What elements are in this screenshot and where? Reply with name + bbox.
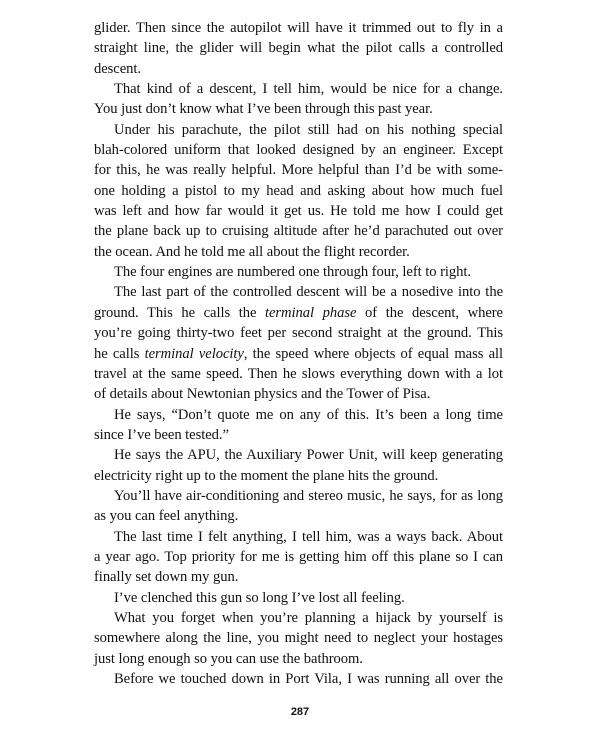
- text-line: glider. Then since the autopilot will have it trimmed out to fly in a: [94, 20, 503, 36]
- italic-term: terminal phase: [264, 304, 357, 321]
- text-line: That kind of a descent, I tell him, would be nice for a change.: [114, 81, 503, 98]
- text-line: finally set down my gun.: [94, 569, 239, 586]
- text-line: You’ll have air-conditioning and stereo music, he says, for as long: [114, 487, 503, 504]
- text-line: somewhere along the line, you might need to neglect your hostages: [94, 630, 503, 647]
- text-line: as you can feel anything.: [94, 508, 239, 525]
- italic-term: terminal velocity: [144, 345, 244, 362]
- text-line: He says the APU, the Auxiliary Power Unit, will keep generating: [114, 447, 503, 464]
- text-line: The last time I felt anything, I tell him, was a ways back. About: [114, 528, 503, 545]
- text-line: He says, “Don’t quote me on any of this. It’s been a long time: [114, 406, 503, 423]
- text-line: one holding a pistol to my head and asking about how much fuel: [94, 182, 503, 199]
- text-line: Under his parachute, the pilot still had on his nothing special: [114, 121, 503, 138]
- text-line: straight line, the glider will begin what the pilot calls a controlled: [94, 40, 503, 57]
- text-line: since I’ve been tested.”: [94, 426, 229, 443]
- text-line: the plane back up to cruising altitude after he’d parachuted out over: [94, 223, 503, 240]
- text-line: ground. This he calls the terminal phase of the descent, where: [94, 304, 503, 321]
- page-number: 287: [290, 706, 310, 718]
- text-line: Before we touched down in Port Vila, I was running all over the: [114, 671, 503, 687]
- text-line: I’ve clenched this gun so long I’ve lost all feeling.: [114, 589, 405, 606]
- text-line: descent.: [94, 60, 142, 77]
- text-line: you’re going thirty-two feet per second straight at the ground. This: [94, 325, 503, 342]
- text-line: a year ago. Top priority for me is getting him off this plane so I can: [94, 548, 503, 565]
- text-line: the ocean. And he told me all about the flight recorder.: [94, 243, 410, 260]
- body-text: [94, 18, 503, 689]
- book-page-body: [94, 18, 503, 689]
- text-line: What you forget when you’re planning a hijack by yourself is: [114, 609, 503, 626]
- text-line: The four engines are numbered one through four, left to right.: [114, 264, 471, 281]
- text-line: just long enough so you can use the bathroom.: [94, 650, 363, 667]
- text-line: he calls terminal velocity, the speed where objects of equal mass all: [94, 345, 504, 362]
- text-line: You just don’t know what I’ve been through this past year.: [94, 101, 433, 118]
- text-line: for this, he was really helpful. More helpful than I’d be with some-: [94, 162, 503, 179]
- text-line: The last part of the controlled descent will be a nosedive into the: [114, 284, 503, 301]
- text-line: was left and how far would it get us. He told me how I could get: [94, 203, 503, 220]
- text-line: travel at the same speed. Then he slows everything down with a lot: [94, 365, 503, 382]
- text-line: blah-colored uniform that looked designed by an engineer. Except: [94, 142, 503, 159]
- text-line: of details about Newtonian physics and the Tower of Pisa.: [94, 386, 431, 403]
- text-line: electricity right up to the moment the plane hits the ground.: [94, 467, 439, 484]
